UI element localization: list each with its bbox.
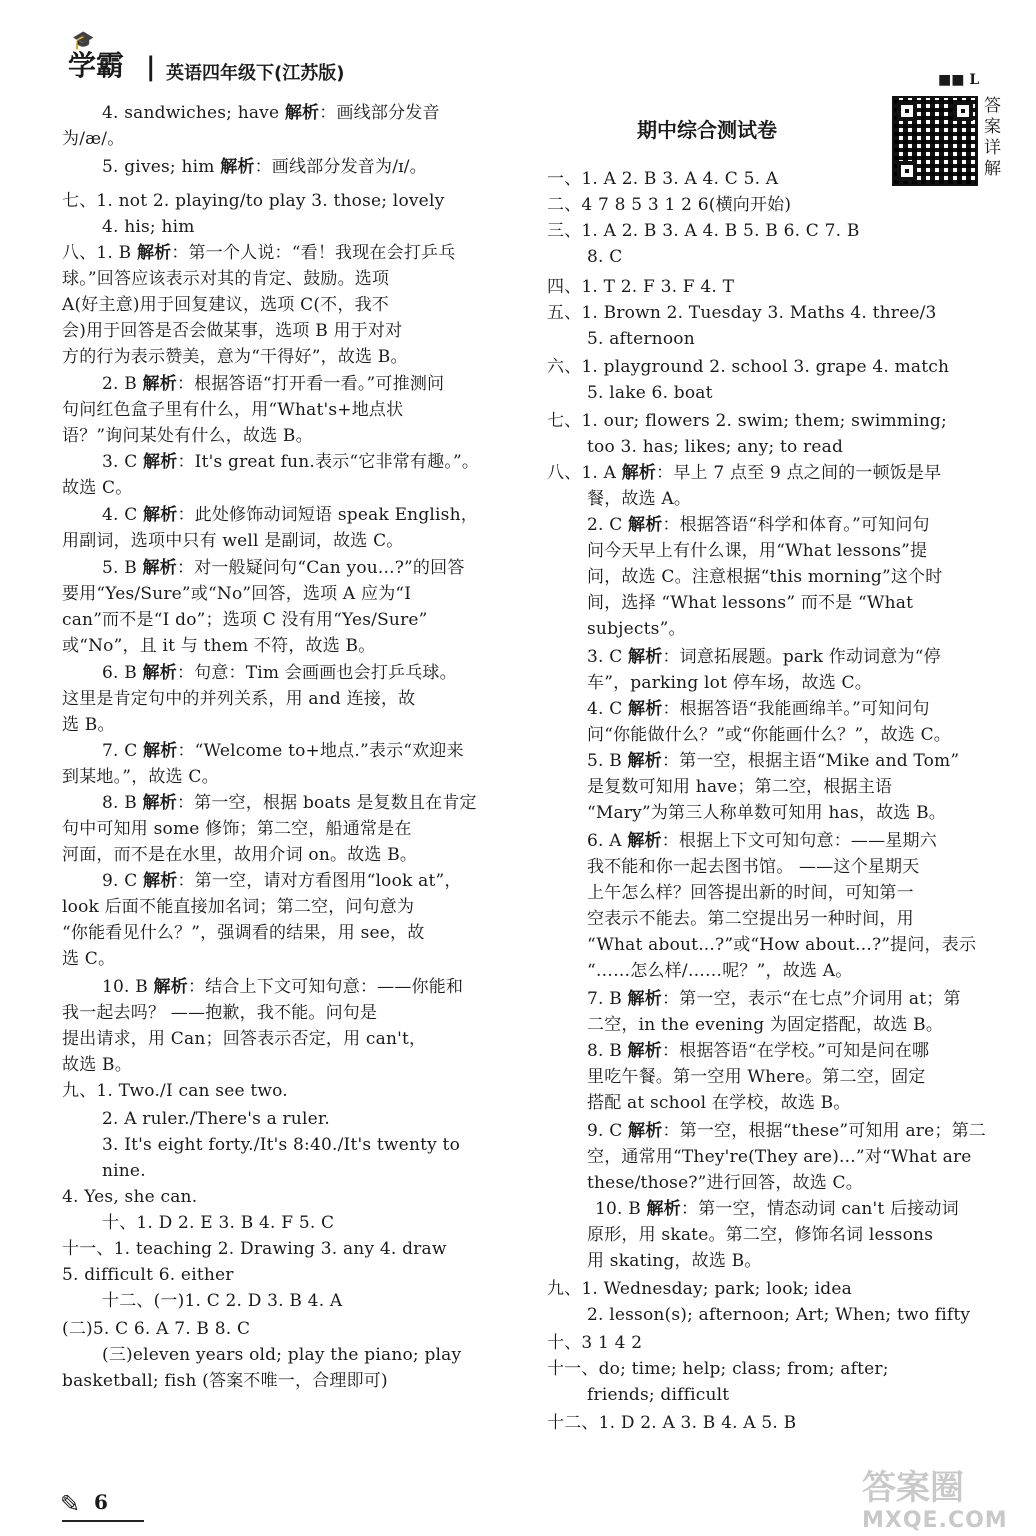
answer-line	[62, 686, 415, 712]
answer-line	[587, 1012, 943, 1038]
answer-text: 五、1. Brown 2. Tuesday 3. Maths 4. three/3	[547, 303, 937, 323]
answer-text: 6. B	[102, 663, 137, 683]
answer-line	[102, 1288, 342, 1314]
answer-line	[587, 774, 892, 800]
answer-text: 一、1. A 2. B 3. A 4. C 5. A	[547, 169, 779, 189]
answer-line	[62, 842, 417, 868]
answer-line	[587, 486, 691, 512]
answer-line	[62, 318, 402, 344]
answer-text: 十二、1. D 2. A 3. B 4. A 5. B	[547, 1413, 797, 1433]
answer-line	[62, 292, 389, 318]
analysis-label: 解析	[142, 558, 177, 578]
answer-text: 八、1. B	[62, 243, 132, 263]
answer-text: 5. afternoon	[587, 329, 695, 349]
answer-line	[587, 1170, 863, 1196]
answer-text: 到某地。”，故选 C。	[62, 767, 219, 787]
answer-text: 5. B	[587, 751, 622, 771]
answer-text: (二)5. C 6. A 7. B 8. C	[62, 1319, 251, 1339]
answer-text: 问今天早上有什么课，用“What lessons”提	[587, 541, 928, 561]
answer-text: 句中可知用 some 修饰；第二空，船通常是在	[62, 819, 412, 839]
page-header	[0, 0, 1036, 92]
pencil-icon: ✎	[60, 1490, 81, 1518]
answer-line	[587, 1038, 929, 1064]
answer-line	[587, 932, 976, 958]
answer-text: friends; difficult	[587, 1385, 730, 1405]
analysis-label: 解析	[628, 1121, 663, 1141]
answer-line	[62, 712, 115, 738]
answer-line	[547, 1276, 852, 1302]
answer-line	[587, 1064, 925, 1090]
analysis-label: 解析	[627, 831, 662, 851]
answer-text: A(好主意)用于回复建议，选项 C(不，我不	[62, 295, 389, 315]
analysis-text: ：早上 7 点至 9 点之间的一顿饭是早	[656, 463, 942, 483]
answer-line	[587, 644, 941, 670]
answer-line	[587, 1222, 933, 1248]
analysis-label: 解析	[627, 751, 662, 771]
answer-line	[587, 1118, 986, 1144]
answer-text: 二空，in the evening 为固定搭配，故选 B。	[587, 1015, 944, 1035]
answer-text: 4. Yes, she can.	[62, 1187, 198, 1207]
answer-text: “你能看见什么？”，强调看的结果，用 see，故	[62, 923, 425, 943]
analysis-text: ：根据上下文可知句意：——星期六	[661, 831, 937, 851]
analysis-label: 解析	[142, 374, 177, 394]
answer-text: 4. C	[102, 505, 138, 525]
answer-line	[62, 633, 375, 659]
qr-finder-icon	[897, 161, 917, 181]
answer-line	[587, 590, 913, 616]
answer-text: 3. C	[587, 647, 623, 667]
answer-text: 空，通常用“They're(They are)...”对“What are	[587, 1147, 972, 1167]
answer-text: “……怎么样/……呢？”，故选 A。	[587, 961, 853, 981]
answer-text: these/those?”进行回答，故选 C。	[587, 1173, 863, 1193]
answer-text: 九、1. Two./I can see two.	[62, 1081, 288, 1101]
answer-text: 九、1. Wednesday; park; look; idea	[547, 1279, 852, 1299]
analysis-text: ：对一般疑问句“Can you...?”的回答	[176, 558, 465, 578]
answer-line	[547, 460, 941, 486]
answer-line	[62, 1078, 288, 1104]
answer-line	[102, 790, 477, 816]
book-title: 英语四年级下(江苏版)	[166, 63, 345, 84]
analysis-text: ：第一空，情态动词 can't 后接动词	[680, 1199, 959, 1219]
answer-line	[587, 1382, 729, 1408]
header-corner-mark: ■■ L	[938, 72, 980, 88]
answer-line	[587, 434, 843, 460]
analysis-label: 解析	[621, 463, 657, 483]
answer-text: basketball; fish (答案不唯一，合理即可)	[62, 1371, 388, 1391]
answer-text: 十、1. D 2. E 3. B 4. F 5. C	[102, 1213, 335, 1233]
answer-line	[587, 564, 942, 590]
answer-line	[587, 986, 961, 1012]
answer-text: 原形，用 skate。第二空，修饰名词 lessons	[587, 1225, 934, 1245]
answer-line	[102, 1132, 460, 1158]
answer-text: 5. gives; him	[102, 157, 215, 177]
answer-text: 问“你能做什么？”或“你能画什么？”，故选 C。	[587, 725, 951, 745]
answer-text: “What about...?”或“How about...?”提问，表示	[587, 935, 977, 955]
analysis-text: ：第一空，请对方看图用“look at”，	[177, 871, 462, 891]
analysis-text: ：结合上下文可知句意：——你能和	[187, 977, 464, 997]
answer-line	[62, 266, 389, 292]
answer-line	[102, 660, 457, 686]
answer-line	[62, 188, 444, 214]
analysis-text: ：第一空，根据主语“Mike and Tom”	[661, 751, 960, 771]
qr-finder-icon	[953, 101, 973, 121]
analysis-text: ：根据答语“我能画绵羊。”可知问句	[662, 699, 930, 719]
analysis-text: ：“Welcome to+地点.”表示“欢迎来	[177, 741, 464, 761]
answer-line	[102, 214, 195, 240]
answer-text: 我不能和你一起去图书馆。 ——这个星期天	[587, 857, 920, 877]
analysis-text: ：根据答语“打开看一看。”可推测问	[176, 374, 445, 394]
answer-text: 方的行为表示赞美，意为“干得好”，故选 B。	[62, 347, 408, 367]
answer-text: 问，故选 C。注意根据“this morning”这个时	[587, 567, 943, 587]
answer-text: 10. B	[595, 1199, 641, 1219]
answer-line	[587, 958, 852, 984]
answer-line	[62, 397, 403, 423]
answer-text: 车”，parking lot 停车场，故选 C。	[587, 673, 872, 693]
answer-line	[587, 854, 919, 880]
answer-text: 会)用于回答是否会做某事，选项 B 用于对对	[62, 321, 403, 341]
answer-line	[102, 738, 464, 764]
answer-line	[102, 371, 444, 397]
answer-text: 2. A ruler./There's a ruler.	[102, 1109, 330, 1129]
answer-text: too 3. has; likes; any; to read	[587, 437, 844, 457]
qr-finder-icon	[897, 101, 917, 121]
answer-line	[547, 166, 778, 192]
footer-rule	[62, 1520, 144, 1522]
watermark-url: MXQE.COM	[862, 1508, 1008, 1533]
answer-text: 5. B	[102, 558, 137, 578]
answer-line	[102, 974, 463, 1000]
answer-text: 4. sandwiches; have	[102, 103, 280, 123]
answer-text: 8. B	[587, 1041, 622, 1061]
answer-line	[102, 1158, 146, 1184]
answer-text: 9. C	[102, 871, 138, 891]
analysis-text: ：第一个人说：“看！我现在会打乒乓	[171, 243, 456, 263]
analysis-text: ：第一空，表示“在七点”介词用 at；第	[661, 989, 961, 1009]
answer-text: nine.	[102, 1161, 146, 1181]
answer-line	[587, 616, 686, 642]
answer-line	[62, 1262, 234, 1288]
analysis-label: 解析	[136, 243, 172, 263]
analysis-label: 解析	[628, 515, 663, 535]
answer-text: 9. C	[587, 1121, 623, 1141]
answer-line	[62, 946, 115, 972]
answer-text: 7. B	[587, 989, 622, 1009]
section-title: 期中综合测试卷	[637, 118, 777, 142]
answer-line	[102, 555, 465, 581]
answer-line	[547, 1410, 796, 1436]
analysis-text: ：第一空，根据 boats 是复数且在肯定	[176, 793, 477, 813]
answer-text: 2. C	[587, 515, 623, 535]
answer-text: 7. C	[102, 741, 138, 761]
answer-line	[62, 126, 124, 152]
answer-text: 2. B	[102, 374, 137, 394]
answer-line	[547, 354, 949, 380]
answer-text: 用 skating，故选 B。	[587, 1251, 762, 1271]
answer-text: 搭配 at school 在学校，故选 B。	[587, 1093, 851, 1113]
answer-text: 六、1. playground 2. school 3. grape 4. match	[547, 357, 950, 377]
answer-text: 十二、(一)1. C 2. D 3. B 4. A	[102, 1291, 343, 1311]
analysis-label: 解析	[143, 452, 178, 472]
answer-line	[62, 1368, 388, 1394]
analysis-label: 解析	[628, 647, 663, 667]
answer-text: 我一起去吗？ ——抱歉，我不能。问句是	[62, 1003, 378, 1023]
answer-line	[587, 748, 959, 774]
answer-line	[587, 1248, 762, 1274]
analysis-text: ：根据答语“科学和体育。”可知问句	[662, 515, 930, 535]
answer-text: 三、1. A 2. B 3. A 4. B 5. B 6. C 7. B	[547, 221, 860, 241]
answer-line	[587, 512, 930, 538]
analysis-text: ：画线部分发音为/ɪ/。	[254, 157, 427, 177]
answer-text: 要用“Yes/Sure”或“No”回答，选项 A 应为“I	[62, 584, 412, 604]
answer-text: 餐，故选 A。	[587, 489, 692, 509]
answer-text: 8. C	[587, 247, 623, 267]
answer-text: 10. B	[102, 977, 148, 997]
answer-line	[587, 538, 927, 564]
answer-line	[595, 1196, 959, 1222]
answer-line	[62, 344, 408, 370]
logo-text: 学霸	[68, 49, 125, 82]
answer-line	[587, 1090, 851, 1116]
answer-line	[587, 670, 872, 696]
answer-text: 提出请求，用 Can；回答表示否定，用 can't，	[62, 1029, 427, 1049]
answer-line	[547, 1330, 642, 1356]
analysis-text: ：第一空，根据“these”可知用 are；第二	[662, 1121, 986, 1141]
answer-line	[102, 1210, 334, 1236]
brand-logo	[68, 30, 125, 84]
header-separator: |	[146, 52, 156, 82]
analysis-label: 解析	[627, 1041, 662, 1061]
answer-line	[587, 696, 930, 722]
analysis-label: 解析	[142, 793, 177, 813]
answer-text: 用副词，选项中只有 well 是副词，故选 C。	[62, 531, 404, 551]
answer-line	[587, 326, 695, 352]
answer-line	[547, 408, 947, 434]
answer-line	[102, 154, 427, 180]
watermark	[862, 1468, 1022, 1534]
answer-text: 四、1. T 2. F 3. F 4. T	[547, 277, 735, 297]
answer-line	[62, 894, 414, 920]
answer-text: (三)eleven years old; play the piano; play	[102, 1345, 462, 1365]
answer-line	[587, 800, 946, 826]
answer-text: 故选 B。	[62, 1055, 132, 1075]
analysis-text: ：此处修饰动词短语 speak English，	[177, 505, 478, 525]
answer-line	[587, 880, 914, 906]
answer-line	[102, 868, 462, 894]
answer-text: 语？”询问某处有什么，故选 B。	[62, 426, 313, 446]
watermark-text: 答案圈	[862, 1468, 964, 1508]
answer-line	[587, 1144, 972, 1170]
answer-text: 8. B	[102, 793, 137, 813]
answer-text: 或“No”，且 it 与 them 不符，故选 B。	[62, 636, 376, 656]
answer-text: can”而不是“I do”；选项 C 没有用“Yes/Sure”	[62, 610, 428, 630]
page-number: 6	[94, 1490, 108, 1514]
analysis-label: 解析	[220, 157, 255, 177]
answer-text: 为/æ/。	[62, 129, 125, 149]
answer-text: 故选 C。	[62, 478, 133, 498]
answer-line	[62, 1316, 250, 1342]
answer-text: 5. lake 6. boat	[587, 383, 713, 403]
answer-line	[547, 300, 937, 326]
answer-line	[62, 1236, 447, 1262]
answer-text: 上午怎么样？回答提出新的时间，可知第一	[587, 883, 914, 903]
answer-text: subjects”。	[587, 619, 686, 639]
answer-line	[587, 244, 622, 270]
answer-text: “Mary”为第三人称单数可知用 has，故选 B。	[587, 803, 946, 823]
analysis-text: ：It's great fun.表示“它非常有趣。”。	[177, 452, 480, 472]
answer-line	[62, 475, 132, 501]
answer-text: 4. his; him	[102, 217, 195, 237]
answer-line	[62, 423, 313, 449]
answer-line	[62, 607, 428, 633]
answer-line	[62, 240, 455, 266]
qr-code-icon[interactable]	[892, 96, 978, 186]
answer-text: 4. C	[587, 699, 623, 719]
answer-text: 十、3 1 4 2	[547, 1333, 643, 1353]
analysis-label: 解析	[142, 663, 177, 683]
answer-line	[587, 828, 937, 854]
answer-line	[102, 1106, 330, 1132]
answer-text: 球。”回答应该表示对其的肯定、鼓励。选项	[62, 269, 390, 289]
answer-text: 七、1. not 2. playing/to play 3. those; lovely	[62, 191, 445, 211]
answer-line	[62, 528, 404, 554]
answer-line	[547, 192, 791, 218]
qr-label: 答案详解	[984, 96, 1001, 179]
answer-line	[62, 1000, 377, 1026]
answer-line	[102, 502, 478, 528]
analysis-label: 解析	[153, 977, 188, 997]
answer-text: 十一、do; time; help; class; from; after;	[547, 1359, 889, 1379]
answer-line	[62, 764, 219, 790]
answer-line	[102, 449, 479, 475]
analysis-label: 解析	[646, 1199, 681, 1219]
analysis-label: 解析	[143, 741, 178, 761]
answer-text: 这里是肯定句中的并列关系，用 and 连接，故	[62, 689, 416, 709]
analysis-label: 解析	[628, 699, 663, 719]
answer-text: 选 B。	[62, 715, 115, 735]
answer-line	[62, 1184, 197, 1210]
answer-text: look 后面不能直接加名词；第二空，问句意为	[62, 897, 415, 917]
answer-text: 二、4 7 8 5 3 1 2 6(横向开始)	[547, 195, 792, 215]
answer-text: 选 C。	[62, 949, 116, 969]
answer-text: 七、1. our; flowers 2. swim; them; swimming;	[547, 411, 947, 431]
analysis-text: ：根据答语“在学校。”可知是问在哪	[661, 1041, 930, 1061]
answer-text: 2. lesson(s); afternoon; Art; When; two fifty	[587, 1305, 971, 1325]
answer-text: 间，选择 “What lessons” 而不是 “What	[587, 593, 914, 613]
answer-text: 八、1. A	[547, 463, 617, 483]
answer-text: 6. A	[587, 831, 622, 851]
answer-text: 十一、1. teaching 2. Drawing 3. any 4. draw	[62, 1239, 447, 1259]
answer-line	[587, 722, 951, 748]
answer-text: 5. difficult 6. either	[62, 1265, 234, 1285]
answer-line	[62, 581, 411, 607]
answer-line	[587, 380, 713, 406]
analysis-text: ：画线部分发音	[319, 103, 440, 123]
answer-line	[62, 920, 424, 946]
analysis-text: ：句意：Tim 会画画也会打乒乓球。	[176, 663, 457, 683]
answer-line	[62, 1026, 426, 1052]
answer-line	[547, 274, 734, 300]
answer-text: 空表示不能去。第二空提出另一种时间，用	[587, 909, 914, 929]
analysis-label: 解析	[627, 989, 662, 1009]
analysis-text: ：词意拓展题。park 作动词意为“停	[662, 647, 941, 667]
analysis-label: 解析	[143, 871, 178, 891]
analysis-label: 解析	[284, 103, 320, 123]
answer-text: 河面，而不是在水里，故用介词 on。故选 B。	[62, 845, 418, 865]
answer-line	[62, 1052, 132, 1078]
graduation-cap-icon: 🎓	[72, 30, 95, 51]
answer-line	[102, 100, 440, 126]
answer-line	[102, 1342, 461, 1368]
answer-text: 句问红色盒子里有什么，用“What's+地点状	[62, 400, 404, 420]
answer-text: 3. It's eight forty./It's 8:40./It's twenty to	[102, 1135, 460, 1155]
answer-text: 里吃午餐。第一空用 Where。第二空，固定	[587, 1067, 926, 1087]
answer-line	[62, 816, 412, 842]
answer-line	[547, 218, 860, 244]
answer-text: 3. C	[102, 452, 138, 472]
answer-text: 是复数可知用 have；第二空，根据主语	[587, 777, 893, 797]
answer-line	[547, 1356, 889, 1382]
answer-line	[587, 1302, 970, 1328]
answer-line	[587, 906, 914, 932]
analysis-label: 解析	[143, 505, 178, 525]
